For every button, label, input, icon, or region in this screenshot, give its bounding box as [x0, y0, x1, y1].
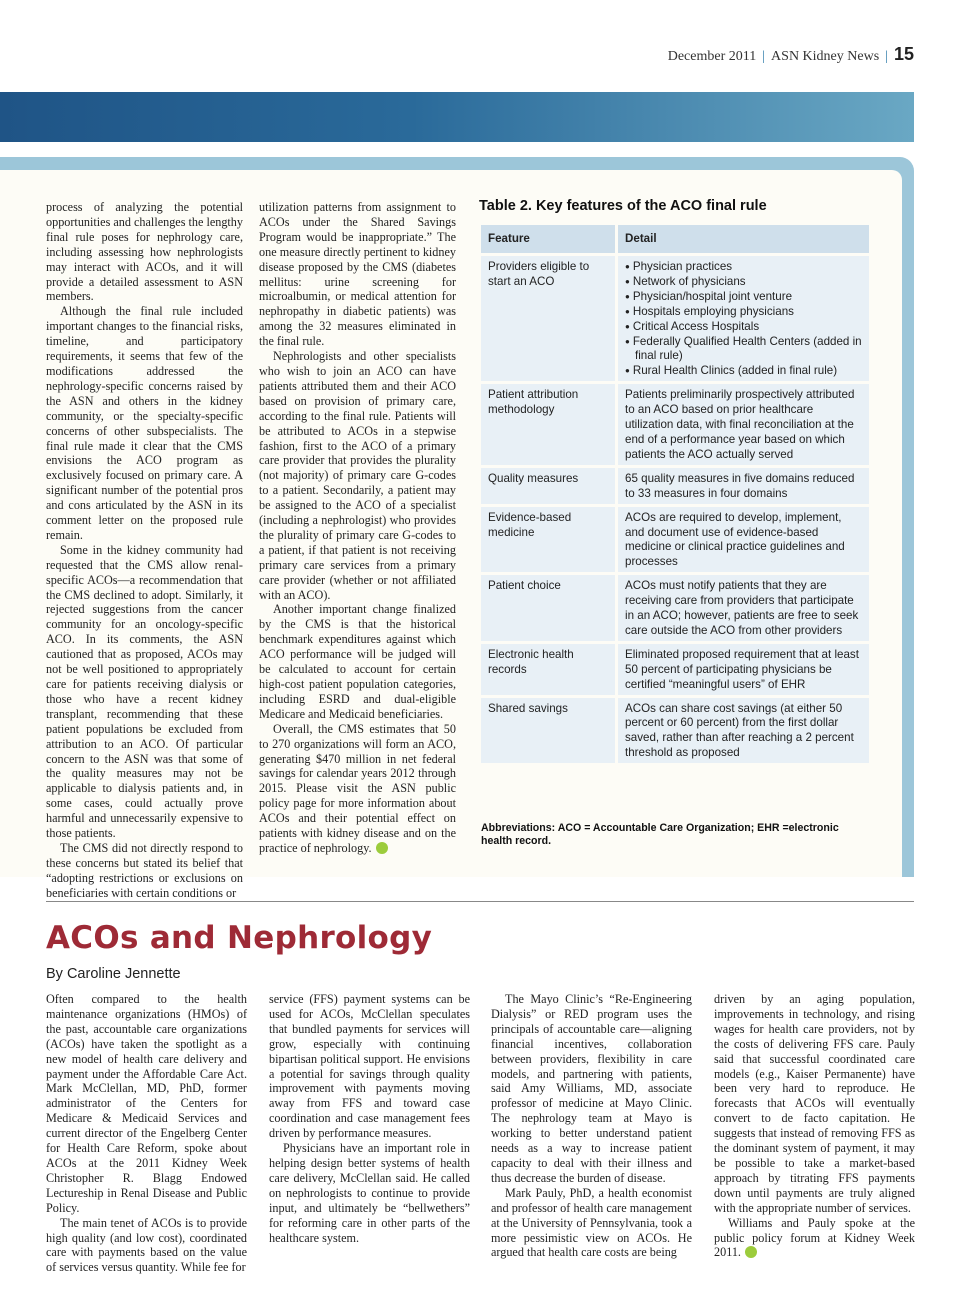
feature-cell: Patient attribution methodology — [481, 384, 615, 465]
paragraph: Williams and Pauly spoke at the public policy forum at Kidney Week 2011. — [714, 1215, 915, 1260]
detail-cell: Patients preliminarily prospectively attributed to an ACO based on prior healthcare utilization data, with final reconciliation at the end of a performance year based on which patients the ACO actually served — [618, 384, 869, 465]
aco-features-table — [478, 222, 872, 766]
detail-cell — [618, 256, 869, 381]
feature-cell: Evidence-based medicine — [481, 507, 615, 573]
column-header-detail: Detail — [618, 225, 869, 253]
paragraph: Physicians have an important role in helping design better systems of health care delivery, McClellan said. He called on nephrologists to continue to provide input, and ultimately be “bellwethers” for reforming care in other parts of the healthcare system. — [269, 1141, 470, 1245]
detail-cell: ACOs must notify patients that they are receiving care from providers that participate in an ACO; however, patients are free to seek care outside the ACO from other providers — [618, 575, 869, 641]
feature-cell: Electronic health records — [481, 644, 615, 695]
section-divider — [46, 901, 914, 902]
issue-date: December 2011 — [667, 49, 757, 64]
paragraph: Although the final rule included important changes to the financial risks, timeline, and participatory requirements, it seems that few of the modifications addressed the nephrology-specific concerns raised by the ASN and others in the kidney community, or the specialty-specific concerns of other subspecialists. The final rule made it clear that the CMS envisions the ACO program as exclusively focused on primary care. A significant number of the potential pros and cons articulated by the ASN in its comment letter on the proposed rule remain. — [46, 304, 243, 542]
table-row — [481, 256, 869, 381]
list-item: ● Critical Access Hospitals — [625, 320, 864, 335]
header-separator: | — [885, 49, 888, 64]
detail-cell: ACOs are required to develop, implement, and document use of evidence-based medicine or clinical practice guidelines and processes — [618, 507, 869, 573]
top-article-column-1 — [46, 200, 243, 901]
detail-cell: Eliminated proposed requirement that at least 50 percent of participating physicians be certified “meaningful users” of EHR — [618, 644, 869, 695]
running-header — [668, 44, 914, 65]
top-article-column-2 — [259, 200, 456, 856]
table-row — [481, 384, 869, 465]
bottom-article-column-1 — [46, 992, 247, 1275]
end-of-article-dot-icon — [376, 842, 388, 854]
table-row — [481, 698, 869, 764]
paragraph: utilization patterns from assignment to ACOs under the Shared Savings Program would be inappropriate.” The one measure directly pertinent to kidney disease proposed by the CMS (diabetes mellitus: urine screening for microalbumin, or medical attention for nephropathy in diabetic patients) was among the 32 measures eliminated in the final rule. — [259, 200, 456, 349]
feature-cell: Patient choice — [481, 575, 615, 641]
paragraph: Another important change finalized by the CMS is that the historical benchmark expenditures against which ACO performance will be judged will be calculated to account for certain high-cost patient population categories, including ESRD and dual-eligible Medicare and Medicaid beneficiaries. — [259, 602, 456, 721]
paragraph: service (FFS) payment systems can be used for ACOs, McClellan speculates that bundled payments for services will grow, especially with continuing bipartisan political support. He envisions a potential for savings through quality improvement with payments moving away from FFS and toward case coordination and case management fees driven by performance measures. — [269, 992, 470, 1141]
table-abbreviations: Abbreviations: ACO = Accountable Care Organization; EHR =electronic health record. — [481, 822, 839, 847]
article-headline: ACOs and Nephrology — [46, 920, 433, 956]
table-title: Table 2. Key features of the ACO final rule — [479, 198, 767, 214]
bottom-article-column-3 — [491, 992, 692, 1260]
paragraph: Overall, the CMS estimates that 50 to 270 organizations will form an ACO, generating $470 million in net federal savings for calendar years 2012 through 2015. Please visit the ASN public policy page for more information about ACOs and their potential effect on patients with kidney disease and on the practice of nephrology. — [259, 721, 456, 855]
list-item: ● Federally Qualified Health Centers (added in final rule) — [625, 335, 864, 365]
feature-cell: Quality measures — [481, 468, 615, 504]
table-row — [481, 644, 869, 695]
list-item: ● Rural Health Clinics (added in final rule) — [625, 364, 864, 379]
paragraph: Some in the kidney community had requested that the CMS allow renal-specific ACOs—a recommendation that the CMS declined to adopt. Similarly, it rejected suggestions from the cancer community for an oncology-specific ACO. In its comments, the ASN cautioned that as proposed, ACOs may not be well positioned to appropriately care for patients receiving dialysis or those who have a recent kidney transplant, recommending that these patient populations be excluded from attribution to an ACO. Of particular concern to the ASN was that some of the quality measures may not be applicable to dialysis patients and, in some cases, could actually prove harmful and unnecessarily expensive to those patients. — [46, 542, 243, 841]
end-of-article-dot-icon — [745, 1246, 757, 1258]
article-byline: By Caroline Jennette — [46, 966, 181, 982]
paragraph: process of analyzing the potential opportunities and challenges the lengthy final rule poses for nephrology care, including assessing how nephrologists may interact with ACOs, and it will provide a detailed assessment to ASN members. — [46, 200, 243, 304]
list-item: ● Physician/hospital joint venture — [625, 290, 864, 305]
feature-cell: Providers eligible to start an ACO — [481, 256, 615, 381]
table-row — [481, 507, 869, 573]
table-row — [481, 468, 869, 504]
list-item: ● Hospitals employing physicians — [625, 305, 864, 320]
bottom-article-column-4 — [714, 992, 915, 1260]
detail-cell: 65 quality measures in five domains reduced to 33 measures in four domains — [618, 468, 869, 504]
paragraph: The CMS did not directly respond to these concerns but stated its belief that “adopting restrictions or exclusions on beneficiaries with certain conditions or — [46, 840, 243, 900]
provider-list — [625, 260, 864, 379]
header-color-band — [0, 92, 914, 142]
paragraph: The Mayo Clinic’s “Re-Engineering Dialysis” or RED program uses the principals of accountable care—aligning financial incentives, collaboration between providers, flexibility in care models, and partnering with patients, said Amy Williams, MD, associate professor of medicine at Mayo Clinic. The nephrology team at Mayo is working to better understand patient needs as a way to increase patient capacity to deal with their illness and thus decrease the burden of disease. — [491, 992, 692, 1185]
list-item: ● Network of physicians — [625, 275, 864, 290]
table-header-row — [481, 225, 869, 253]
paragraph: Often compared to the health maintenance organizations (HMOs) of the past, accountable care organizations (ACOs) have taken the spotlight as a new model of health care delivery and payment under the Affordable Care Act. Mark McClellan, MD, PhD, former administrator of the Centers for Medicare & Medicaid Services and current director of the Engelberg Center for Health Care Reform, spoke about ACOs at the 2011 Kidney Week Christopher R. Blagg Endowed Lectureship in Renal Disease and Public Policy. — [46, 992, 247, 1215]
page-number: 15 — [893, 44, 914, 64]
list-item: ● Physician practices — [625, 260, 864, 275]
paragraph: Mark Pauly, PhD, a health economist and professor of health care management at the University of Pennsylvania, took a more pessimistic view on ACOs. He argued that health care costs are being — [491, 1185, 692, 1260]
paragraph: The main tenet of ACOs is to provide high quality (and low cost), coordinated care with payments based on the value of services versus quantity. While fee for — [46, 1215, 247, 1275]
detail-cell: ACOs can share cost savings (at either 50 percent or 60 percent) from the first dollar saved, rather than after reaching a 2 percent threshold as proposed — [618, 698, 869, 764]
bottom-article-column-2 — [269, 992, 470, 1245]
table-row — [481, 575, 869, 641]
paragraph: driven by an aging population, improvements in technology, and rising wages for health care providers, not by the costs of delivering FFS care. Pauly said that successful coordinated care models (e.g., Kaiser Permanente) have been very hard to reproduce. He forecasts that ACOs will eventually convert to de facto capitation. He suggests that instead of removing FFS as the dominant system of payment, it may be possible to take a market-based approach by titrating FFS payments down until payments are truly aligned with the appropriate number of services. — [714, 992, 915, 1215]
column-header-feature: Feature — [481, 225, 615, 253]
header-separator: | — [762, 49, 766, 64]
feature-cell: Shared savings — [481, 698, 615, 764]
publication-name: ASN Kidney News — [771, 49, 880, 64]
paragraph: Nephrologists and other specialists who wish to join an ACO can have patients attributed them and their ACO based on provision of primary care, according to the final rule. Patients will be attributed to ACOs in a stepwise fashion, first to the ACO of a primary care provider that provides the plurality (not majority) of primary care G-codes to a patient. Secondarily, a patient may be assigned to the ACO of a specialist (including a nephrologist) who provides the plurality of primary care G-codes to a patient, if that patient is not receiving primary care services from a primary care provider (whether or not affiliated with an ACO). — [259, 349, 456, 602]
